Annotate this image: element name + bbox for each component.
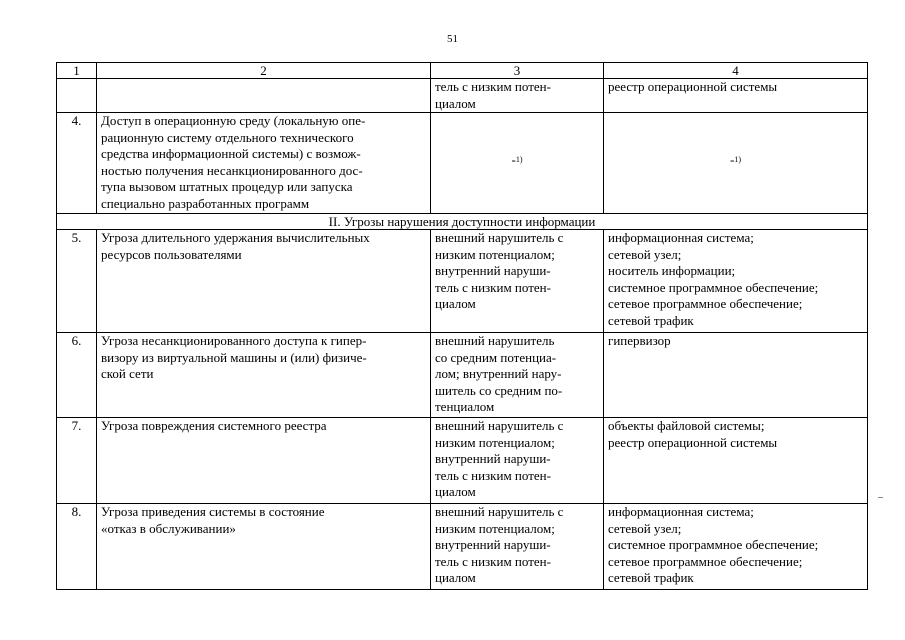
cell-line: циалом	[435, 95, 476, 111]
row-number	[57, 79, 97, 113]
cell-line: Доступ в операционную среду (локальную опе-	[101, 113, 366, 128]
cell-line: сетевой трафик	[608, 312, 694, 328]
table-row	[57, 113, 868, 214]
threat-cell	[97, 333, 431, 418]
cell-line: внутренний наруши-	[435, 537, 551, 552]
cell-line: тель с низким потен-	[435, 79, 551, 94]
cell-line: сетевое программное обеспечение;	[608, 296, 803, 311]
column-number-row	[57, 63, 868, 79]
cell-line: системное программное обеспечение;	[608, 537, 819, 552]
violator-cell	[431, 333, 604, 418]
cell-line: реестр операционной системы	[608, 79, 778, 94]
cell-line: циалом	[435, 570, 476, 585]
violator-cell	[431, 418, 604, 504]
cell-line: тенциалом	[435, 399, 495, 414]
cell-line: внешний нарушитель	[435, 333, 555, 348]
cell-line: реестр операционной системы	[608, 434, 778, 450]
cell-line: низким потенциалом;	[435, 434, 555, 450]
table-row	[57, 418, 868, 504]
row-number: 5.	[57, 230, 97, 333]
footnote-mark: 1)	[734, 154, 741, 164]
section-row	[57, 214, 868, 230]
cell-line: носитель информации;	[608, 263, 736, 278]
cell-line: со средним потенциа-	[435, 349, 557, 365]
cell-line: внутренний наруши-	[435, 451, 551, 466]
cell-line: специально разработанных программ	[101, 195, 310, 211]
threat-cell	[97, 79, 431, 113]
cell-line: визору из виртуальной машины и (или) физиче-	[101, 349, 367, 365]
cell-line: ской сети	[101, 366, 154, 381]
margin-mark	[878, 497, 883, 498]
cell-line: внешний нарушитель с	[435, 230, 564, 245]
objects-cell	[604, 418, 868, 504]
violator-cell	[431, 230, 604, 333]
table-row	[57, 333, 868, 418]
cell-line: гипервизор	[608, 333, 671, 348]
section-title: II. Угрозы нарушения доступности информации	[57, 214, 868, 230]
threat-table	[56, 62, 868, 590]
table-row	[57, 504, 868, 590]
objects-cell	[604, 504, 868, 590]
threat-cell	[97, 418, 431, 504]
column-header: 4	[604, 63, 868, 79]
violator-cell	[431, 79, 604, 113]
cell-line: внешний нарушитель с	[435, 418, 564, 433]
cell-line: системное программное обеспечение;	[608, 279, 819, 295]
dash-mark: -	[729, 151, 735, 167]
cell-line: сетевой трафик	[608, 570, 694, 585]
cell-line: объекты файловой системы;	[608, 418, 765, 433]
column-header: 2	[97, 63, 431, 79]
cell-line: Угроза несанкционированного доступа к гипер-	[101, 333, 367, 348]
cell-line: низким потенциалом;	[435, 520, 555, 536]
cell-line: шитель со средним по-	[435, 382, 563, 398]
cell-line: тель с низким потен-	[435, 467, 551, 483]
cell-line: информационная система;	[608, 504, 754, 519]
row-number: 8.	[57, 504, 97, 590]
cell-line: сетевой узел;	[608, 246, 682, 262]
cell-line: циалом	[435, 484, 476, 499]
objects-cell	[604, 333, 868, 418]
table-row	[57, 230, 868, 333]
objects-cell	[604, 230, 868, 333]
cell-line: низким потенциалом;	[435, 246, 555, 262]
cell-line: тель с низким потен-	[435, 553, 551, 569]
threat-cell	[97, 230, 431, 333]
row-number: 6.	[57, 333, 97, 418]
page-number: 51	[447, 33, 458, 45]
column-header: 1	[57, 63, 97, 79]
footnote-mark: 1)	[515, 154, 523, 164]
threat-cell	[97, 504, 431, 590]
violator-cell	[431, 504, 604, 590]
cell-line: Угроза приведения системы в состояние	[101, 504, 325, 519]
row-number: 7.	[57, 418, 97, 504]
cell-line: средства информационной системы) с возмож-	[101, 146, 361, 161]
cell-line: рационную систему отдельного технического	[101, 129, 354, 145]
cell-line: «отказ в обслуживании»	[101, 520, 236, 536]
cell-line: информационная система;	[608, 230, 754, 245]
violator-cell	[431, 113, 604, 214]
cell-line: циалом	[435, 296, 476, 311]
cell-line: ностью получения несанкционированного дос-	[101, 162, 363, 178]
row-number: 4.	[57, 113, 97, 214]
column-header: 3	[431, 63, 604, 79]
cell-line: внешний нарушитель с	[435, 504, 564, 519]
cell-line: тупа вызовом штатных процедур или запуска	[101, 179, 353, 194]
table-row	[57, 79, 868, 113]
cell-line: лом; внутренний нару-	[435, 366, 562, 381]
cell-line: Угроза повреждения системного реестра	[101, 418, 327, 433]
cell-line: внутренний наруши-	[435, 263, 551, 278]
cell-line: ресурсов пользователями	[101, 246, 242, 262]
threat-cell	[97, 113, 431, 214]
objects-cell	[604, 113, 868, 214]
cell-line: тель с низким потен-	[435, 279, 551, 295]
cell-line: сетевой узел;	[608, 520, 682, 536]
cell-line: Угроза длительного удержания вычислительных	[101, 230, 370, 245]
dash-mark: -	[511, 151, 516, 167]
objects-cell	[604, 79, 868, 113]
cell-line: сетевое программное обеспечение;	[608, 553, 803, 569]
